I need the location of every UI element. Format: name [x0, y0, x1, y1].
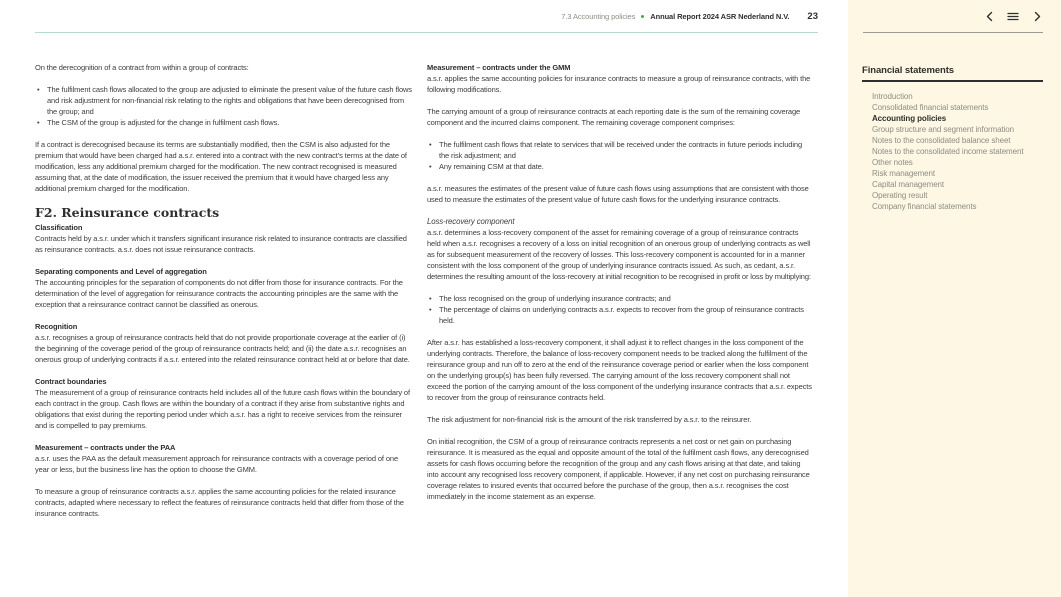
sidebar-item-company-financial-statements[interactable]: Company financial statements: [872, 202, 977, 211]
sidebar-item-consolidated-financial-statements[interactable]: Consolidated financial statements: [872, 103, 989, 112]
sidebar: [848, 0, 1061, 597]
chevron-right-icon[interactable]: [1030, 9, 1044, 23]
sidebar-nav: [982, 9, 1044, 23]
initial-recognition-paragraph: On initial recognition, the CSM of a group of reinsurance contracts represents a net cost or net gain on purchasing reinsurance. It is measured as the equal and opposite amount of the total of the fulfilment cash flows, any derecognised assets for cash flows occurring before the recognition of the group and any cash flows arising at that date, and taking into account any recognised loss recovery component, if applicable. However, if any net cost on purchasing reinsurance coverage relates to insured events that occurred before the purchase of the group, then a.s.r. recognises the cost immediately in the income statement as an expense.: [427, 437, 810, 501]
sidebar-title-underline: [862, 80, 1043, 82]
loss-recovery-bullet-list: [427, 293, 813, 326]
classification-paragraph: Contracts held by a.s.r. under which it transfers significant insurance risk related to insurance contracts are classified as reinsurance contracts. a.s.r. does not issue reinsurance contracts.: [35, 234, 407, 254]
sidebar-item-operating-result[interactable]: Operating result: [872, 191, 928, 200]
section-label: 7.3 Accounting policies: [561, 12, 636, 21]
sidebar-top-divider: [863, 32, 1043, 33]
header-meta: [35, 11, 818, 22]
middle-column: [427, 62, 813, 502]
sidebar-item-accounting-policies[interactable]: Accounting policies: [872, 114, 947, 123]
derecognition-bullet-list: [35, 84, 413, 128]
sidebar-item-group-structure[interactable]: Group structure and segment information: [872, 125, 1014, 134]
estimates-paragraph: a.s.r. measures the estimates of the present value of future cash flows using assumptions that are consistent with those used to measure the estimates of the present value of future cash flows for the underlying insurance contracts.: [427, 184, 809, 204]
paa-heading: Measurement – contracts under the PAA: [35, 443, 176, 452]
page-number: 23: [807, 11, 818, 22]
list-item: • The loss recognised on the group of underlying insurance contracts; and: [427, 293, 813, 304]
list-item: • The CSM of the group is adjusted for the change in fulfilment cash flows.: [35, 117, 413, 128]
sidebar-title: Financial statements: [862, 65, 954, 76]
list-item: • Any remaining CSM at that date.: [427, 161, 813, 172]
list-item: • The fulfilment cash flows allocated to the group are adjusted to eliminate the present value of the future cash flows and risk adjustment for non-financial risk relating to the rights and obligations that have been derecognised from the group; and: [35, 84, 413, 117]
classification-heading: Classification: [35, 223, 83, 232]
loss-recovery-paragraph: a.s.r. determines a loss-recovery component of the asset for remaining coverage of a group of reinsurance contracts held when a.s.r. recognises a recovery of a loss on initial recognition of an onerous group of underlying contracts as well as for subsequent measurement of the recovery of losses. This loss-recovery component is accounted for in a manner consistent with the loss component of the group of underlying insurance contracts issued. As such, as cedant, a.s.r. determines the resulting amount of the loss-recovery at initial recognition to be recognised in profit or loss by multiplying:: [427, 228, 811, 281]
left-column: [35, 62, 413, 519]
menu-icon[interactable]: [1006, 9, 1020, 23]
after-establishment-paragraph: After a.s.r. has established a loss-recovery component, it shall adjust it to reflect changes in the loss component of the underlying contracts. Therefore, the balance of loss-recovery component needs to be tracked along the fulfilment of the reinsurance group and run off to zero at the end of the reinsurance coverage period or earlier when the loss component on the underlying group(s) has been fully reversed. The carrying amount of the loss recovery component shall not exceed the portion of the carrying amount of the loss component of the underlying insurance contracts that a.s.r. expects to recover from the group of reinsurance contracts held.: [427, 338, 812, 402]
modification-paragraph: If a contract is derecognised because its terms are substantially modified, then the CSM is also adjusted for the premium that would have been charged had a.s.r. entered into a contract with the new contract's terms at the date of modification, less any additional premium charged for the modification. The new contract recognised is measured assuming that, at the date of modification, the issuer received the premium that it would have charged less any additional premium charged for the modification.: [35, 140, 407, 193]
sidebar-item-other-notes[interactable]: Other notes: [872, 158, 913, 167]
sidebar-menu: [872, 91, 1051, 212]
gmm-paragraph-1: a.s.r. applies the same accounting policies for insurance contracts to measure a group of reinsurance contracts, with the following modifications.: [427, 74, 811, 94]
sidebar-item-notes-balance-sheet[interactable]: Notes to the consolidated balance sheet: [872, 136, 1011, 145]
chevron-left-icon[interactable]: [982, 9, 996, 23]
list-item: • The fulfilment cash flows that relate to services that will be received under the contracts in future periods including the risk adjustment; and: [427, 139, 813, 161]
loss-recovery-heading: Loss-recovery component: [427, 217, 515, 226]
sidebar-item-risk-management[interactable]: Risk management: [872, 169, 935, 178]
list-item: • The percentage of claims on underlying contracts a.s.r. expects to recover from the group of reinsurance contracts held.: [427, 304, 813, 326]
paa-paragraph-1: a.s.r. uses the PAA as the default measurement approach for reinsurance contracts with a coverage period of one year or less, but the business line has the option to choose the GMM.: [35, 454, 399, 474]
risk-adjustment-paragraph: The risk adjustment for non-financial risk is the amount of the risk transferred by a.s.r. to the reinsurer.: [427, 415, 752, 424]
report-title: Annual Report 2024 ASR Nederland N.V.: [650, 12, 790, 21]
paa-paragraph-2: To measure a group of reinsurance contracts a.s.r. applies the same accounting policies for the related insurance contracts, adapted where necessary to reflect the features of reinsurance contracts held that differ from those of the insurance contracts.: [35, 487, 404, 518]
contract-boundaries-paragraph: The measurement of a group of reinsurance contracts held includes all of the future cash flows within the boundary of each contract in the group. Cash flows are within the boundary of a contract if they arise from substantive rights and obligations that exist during the reporting period under which a.s.r. has a right to receive services from the reinsurer and is compelled to pay premiums.: [35, 388, 410, 430]
recognition-heading: Recognition: [35, 322, 78, 331]
gmm-heading: Measurement – contracts under the GMM: [427, 63, 571, 72]
sidebar-item-capital-management[interactable]: Capital management: [872, 180, 945, 189]
separating-components-heading: Separating components and Level of aggregation: [35, 267, 207, 276]
section-heading-f2: F2. Reinsurance contracts: [35, 205, 220, 220]
gmm-paragraph-2: The carrying amount of a group of reinsurance contracts at each reporting date is the sum of the remaining coverage component and the incurred claims component. The remaining coverage component comprises:: [427, 107, 801, 127]
separating-components-paragraph: The accounting principles for the separation of components do not differ from those for insurance contracts. For the determination of the level of aggregation for reinsurance contracts the accounting principles are the same with the exception that a reinsurance contract cannot be classified as onerous.: [35, 278, 403, 309]
recognition-paragraph: a.s.r. recognises a group of reinsurance contracts held that do not provide proportionate coverage at the earlier of (i) the beginning of the coverage period of the group of reinsurance contracts held; and (ii) the date a.s.r. recognises an onerous group of underlying contracts if a.s.r. entered into the related reinsurance contract held at or before that date.: [35, 333, 410, 364]
gmm-bullet-list: [427, 139, 813, 172]
contract-boundaries-heading: Contract boundaries: [35, 377, 107, 386]
sidebar-item-notes-income-statement[interactable]: Notes to the consolidated income statement: [872, 147, 1024, 156]
green-dot-icon: [641, 15, 644, 18]
header-divider: [35, 32, 818, 33]
sidebar-item-introduction[interactable]: Introduction: [872, 92, 913, 101]
derecognition-intro: On the derecognition of a contract from within a group of contracts:: [35, 63, 249, 72]
